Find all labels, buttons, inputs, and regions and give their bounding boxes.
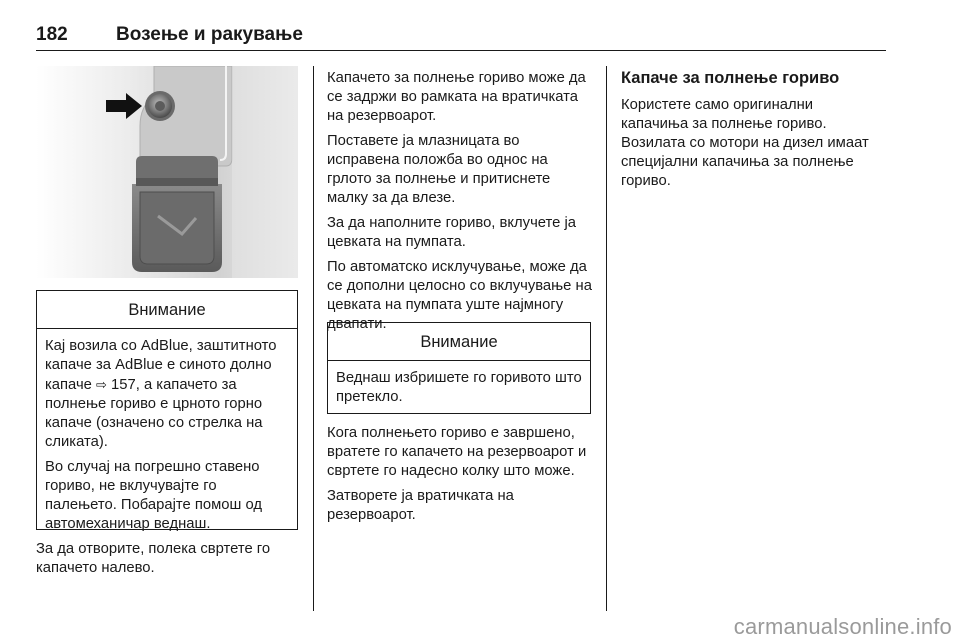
col3-paragraph: Користете само оригинални капачиња за полнење гориво. Возилата со мотори на дизел имаат специјални капачиња за полнење гориво. <box>621 97 869 189</box>
col2-after-paragraph-1: Кога полнењето гориво е завршено, вратете го капачето на резервоарот и свртете го надесно колку што може. <box>327 425 587 479</box>
col2-after-text <box>327 424 593 531</box>
page-number: 182 <box>36 24 68 45</box>
warning2-body <box>328 361 590 417</box>
col2-text <box>327 69 593 340</box>
warning-body <box>37 329 297 544</box>
col2-paragraph-4: По автоматско исклучување, може да се дополни целосно со вклучување на цевката на пумпата уште најмногу двапати. <box>327 259 592 332</box>
col3-text <box>621 68 883 197</box>
column-divider-2 <box>606 66 607 611</box>
warning-p1-text-rest: 157, а капачето за полнење гориво е црното горно капаче (означено со стрелка на сликата). <box>45 377 263 450</box>
warning2-title: Внимание <box>328 323 590 361</box>
warning-box-adblue <box>36 290 298 530</box>
header-rule <box>36 50 886 51</box>
warning-title: Внимание <box>37 291 297 329</box>
page-reference-icon: ⇨ <box>96 377 107 392</box>
col1-text <box>36 540 298 584</box>
warning-paragraph-1 <box>45 337 289 452</box>
page-header <box>36 24 886 50</box>
chapter-title: Возење и ракување <box>116 24 303 45</box>
col2-after-paragraph-2: Затворете ја вратичката на резервоарот. <box>327 488 514 523</box>
col2-paragraph-2: Поставете ја млазницата во исправена положба во однос на грлото за полнење и притиснете малку за да влезе. <box>327 133 551 206</box>
col2-paragraph-1: Капачето за полнење гориво може да се задржи во рамката на вратичката на резервоарот. <box>327 70 586 124</box>
col2-paragraph-3: За да наполните гориво, вклучете ја цевката на пумпата. <box>327 215 576 250</box>
column-divider-1 <box>313 66 314 611</box>
warning-box-spill <box>327 322 591 414</box>
fuel-filler-figure <box>36 66 298 278</box>
warning2-paragraph: Веднаш избришете го горивото што претекло. <box>336 370 582 405</box>
warning-p1-text: Кај возила со AdBlue, заштитното капаче за AdBlue е синото долно капаче <box>45 338 277 393</box>
fuel-filler-flap-arrow-icon <box>36 66 298 278</box>
warning-paragraph-2: Во случај на погрешно ставено гориво, не вклучувајте го палењето. Побарајте помош од автомеханичар веднаш. <box>45 459 263 532</box>
watermark: carmanualsonline.info <box>733 614 952 639</box>
section-title-fuel-cap: Капаче за полнење гориво <box>621 69 840 87</box>
open-instruction: За да отворите, полека свртете го капачето налево. <box>36 541 271 576</box>
